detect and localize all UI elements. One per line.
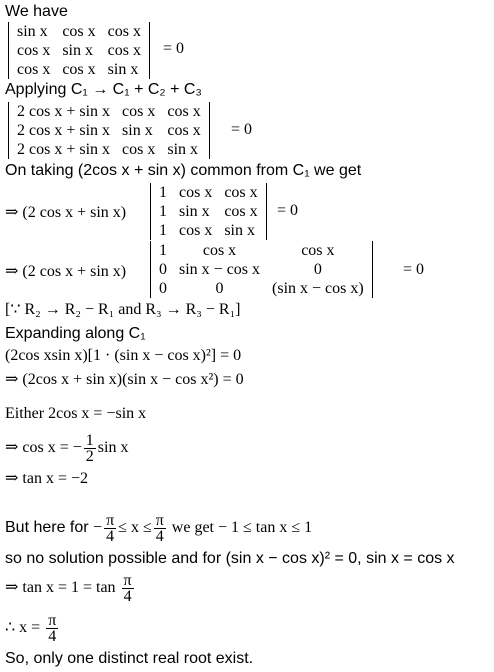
- det1-cell: cos x: [62, 23, 96, 40]
- det3-cell: cos x: [224, 184, 258, 201]
- det3-row: [153, 221, 264, 240]
- det2-cell: cos x: [167, 122, 201, 139]
- det2-cell: sin x: [122, 122, 153, 139]
- det1-row: [11, 41, 147, 60]
- det3-cell: sin x: [179, 203, 210, 220]
- det2-cell: 2 cos x + sin x: [17, 141, 111, 158]
- step-applying: Applying C₁ → C₁ + C₂ + C₃: [5, 81, 202, 98]
- det2-cell: cos x: [167, 103, 201, 120]
- factor-prefix-2: ⇒ (2 cos x + sin x): [5, 263, 127, 280]
- det1-cell: sin x: [107, 61, 139, 78]
- det3-cell: 1: [159, 222, 167, 239]
- either-equation: Either 2cos x = −sin x: [5, 405, 147, 422]
- tan-one-equation: ⇒ tan x = 1 = tan $\frac{\pi}{4}$: [5, 571, 132, 605]
- det4-row: [153, 241, 370, 260]
- det4-cell: 0: [159, 261, 167, 278]
- det1-cell: cos x: [107, 23, 141, 40]
- det1-cell: cos x: [107, 42, 141, 59]
- det3-row: [153, 202, 264, 221]
- det4-cell: cos x: [202, 242, 237, 259]
- det1-equals: = 0: [163, 40, 185, 57]
- det2-cell: 2 cos x + sin x: [17, 122, 111, 139]
- det2-row: [11, 121, 207, 140]
- det4-cell: sin x − cos x: [179, 261, 261, 278]
- det2-cell: cos x: [122, 103, 156, 120]
- det2-cell: 2 cos x + sin x: [17, 103, 111, 120]
- determinant-1: [8, 22, 150, 79]
- det3-cell: cos x: [179, 184, 213, 201]
- det2-row: [11, 140, 207, 159]
- det3-cell: 1: [159, 184, 167, 201]
- det3-cell: cos x: [179, 222, 213, 239]
- det4-cell: 1: [159, 242, 167, 259]
- det3-row: [153, 183, 264, 202]
- intro-text: We have: [5, 3, 68, 20]
- step-common-factor: On taking (2cos x + sin x) common from C₁ we get: [5, 162, 362, 179]
- det1-row: [11, 22, 147, 41]
- det1-cell: sin x: [62, 42, 93, 59]
- det1-cell: cos x: [62, 61, 96, 78]
- det4-row: [153, 279, 370, 298]
- det4-cell: (sin x − cos x): [272, 280, 364, 297]
- det4-equals: = 0: [403, 261, 425, 278]
- det3-equals: = 0: [277, 202, 299, 219]
- no-solution-text: so no solution possible and for (sin x − cos x)² = 0, sin x = cos x: [5, 550, 455, 567]
- det4-cell: 0: [159, 280, 167, 297]
- determinant-3: [150, 183, 267, 240]
- det2-row: [11, 102, 207, 121]
- solution-x: ∴ x = $\frac{\pi}{4}$: [5, 611, 57, 645]
- det3-cell: 1: [159, 203, 167, 220]
- det2-cell: sin x: [167, 141, 199, 158]
- det4-cell: 0: [215, 280, 224, 297]
- factored-equation: ⇒ (2cos x + sin x)(sin x − cos x²) = 0: [5, 371, 244, 388]
- interval-condition: But here for − $\frac{\pi}{4}$ ≤ x ≤ $\frac{\pi}{4}$ we get − 1 ≤ tan x ≤ 1: [5, 511, 313, 545]
- det1-cell: cos x: [17, 42, 51, 59]
- tan-equation: ⇒ tan x = −2: [5, 470, 88, 487]
- cos-equation: ⇒ cos x = − $\frac{1}{2}$ sin x: [5, 431, 129, 465]
- det3-cell: cos x: [224, 203, 258, 220]
- conclusion-text: So, only one distinct real root exist.: [5, 650, 254, 667]
- det4-row: [153, 260, 370, 279]
- det4-cell: cos x: [301, 242, 335, 259]
- det1-cell: cos x: [17, 61, 51, 78]
- det3-cell: sin x: [224, 222, 255, 239]
- row-operations-note: [∵ R₂ → R₂ − R₁ and R₃ → R₃ − R₁]: [5, 301, 241, 318]
- det2-equals: = 0: [231, 121, 253, 138]
- det1-row: [11, 60, 147, 79]
- determinant-2: [8, 102, 210, 159]
- factor-prefix-1: ⇒ (2 cos x + sin x): [5, 204, 127, 221]
- expansion-equation: (2cos xsin x)[1 · (sin x − cos x)²] = 0: [5, 347, 242, 364]
- step-expanding: Expanding along C₁: [5, 325, 146, 342]
- determinant-4: [150, 241, 373, 298]
- det1-cell: sin x: [17, 23, 48, 40]
- det4-cell: 0: [313, 261, 322, 278]
- det2-cell: cos x: [122, 141, 156, 158]
